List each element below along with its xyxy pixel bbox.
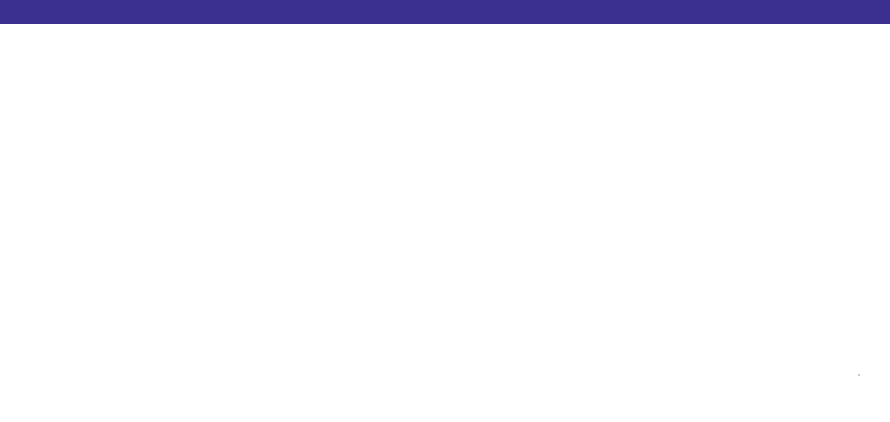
decorative-dot (858, 374, 860, 376)
